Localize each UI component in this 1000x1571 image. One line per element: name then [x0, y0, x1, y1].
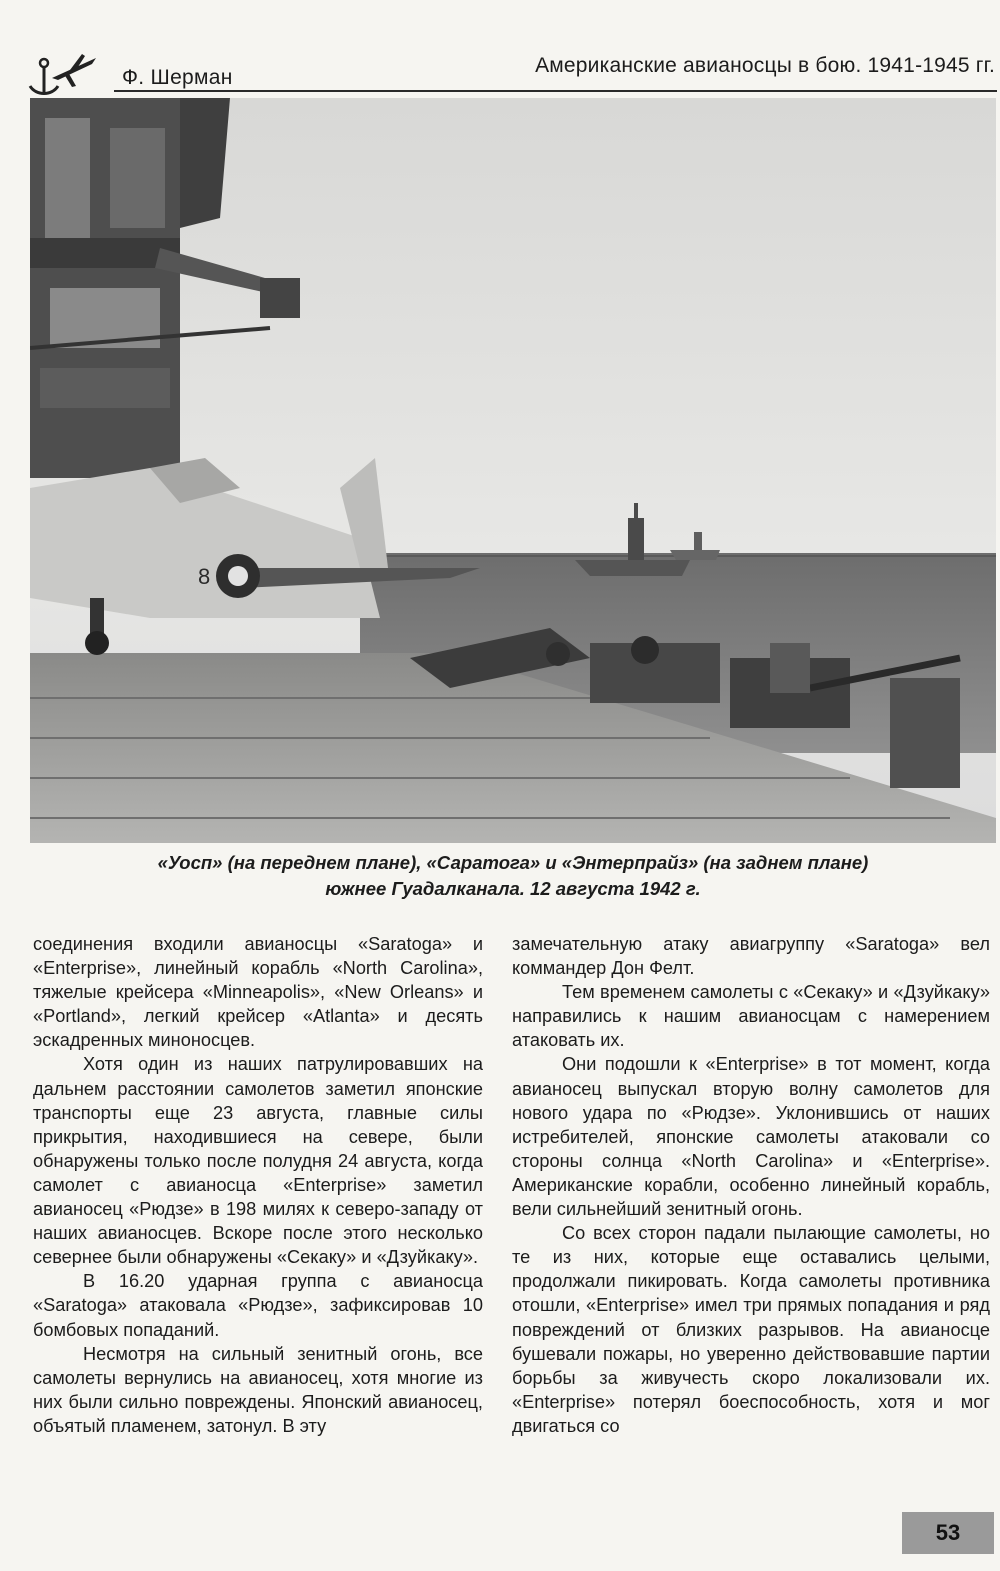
paragraph: Со всех сторон падали пылающие самолеты, но те из них, которые еще оставались целыми, продолжали пикировать. Когда самолеты противника отошли, «Enterprise» имел три прямых попадания и ряд повреждений от близких разрывов. На авианосце бушевали пожары, но уверенно действовавшие партии борьбы за живучесть скоро локализовали их. «Enterprise» потерял боеспособность, хотя и мог двигаться со — [512, 1223, 990, 1436]
caption-line-1: «Уосп» (на переднем плане), «Саратога» и «Энтерпрайз» (на заднем плане) — [157, 852, 869, 873]
page-number: 53 — [902, 1512, 994, 1554]
running-header — [22, 40, 997, 102]
author-name: Ф. Шерман — [122, 66, 233, 89]
paragraph: Они подошли к «Enterprise» в тот момент, когда авианосец выпускал вторую волну самолетов для нового удара по «Рюдзе». Уклонившись от наших истребителей, японские самолеты атаковали со стороны солнца «North Carolina» и «Enterprise». Американские корабли, особенно линейный корабль, вели сильнейший зенитный огонь. — [512, 1054, 990, 1220]
book-title: Американские авианосцы в бою. 1941-1945 гг. — [535, 54, 995, 77]
paragraph: Хотя один из наших патрулировавших на дальнем расстоянии самолетов заметил японские транспорты еще 23 августа, главные силы прикрытия, находившиеся на севере, были обнаружены только после полудня 24 августа, когда самолет с авианосца «Enterprise» заметил авианосец «Рюдзе» в 198 милях к северо-западу от наших авианосцев. Вскоре после этого несколько севернее были обнаружены «Секаку» и «Дзуйкаку». — [33, 1054, 483, 1268]
right-text-column — [512, 932, 990, 1438]
caption-line-2: южнее Гуадалканала. 12 августа 1942 г. — [325, 878, 701, 899]
carrier-photograph — [30, 98, 996, 843]
paragraph: Тем временем самолеты с «Секаку» и «Дзуйкаку» направились к нашим авианосцам с намерением атаковать их. — [512, 982, 990, 1051]
aircraft-number: 8 — [198, 564, 211, 589]
paragraph: Несмотря на сильный зенитный огонь, все самолеты вернулись на авианосец, хотя многие из них были сильно повреждены. Японский авианосец, объятый пламенем, затонул. В эту — [33, 1343, 483, 1436]
paragraph: замечательную атаку авиагруппу «Saratoga» вел коммандер Дон Фелт. — [512, 934, 990, 979]
header-rule — [114, 90, 997, 92]
paragraph: В 16.20 ударная группа с авианосца «Saratoga» атаковала «Рюдзе», зафиксировав 10 бомбовых попаданий. — [33, 1271, 483, 1340]
left-text-column — [33, 932, 483, 1438]
paragraph: соединения входили авианосцы «Saratoga» и «Enterprise», линейный корабль «North Carolina», тяжелые крейсера «Minneapolis», «New Orleans» и «Portland», легкий крейсер «Atlanta» и десять эскадренных миноносцев. — [33, 934, 483, 1051]
figure-caption — [30, 850, 996, 902]
anchor-aircraft-icon — [22, 48, 100, 100]
